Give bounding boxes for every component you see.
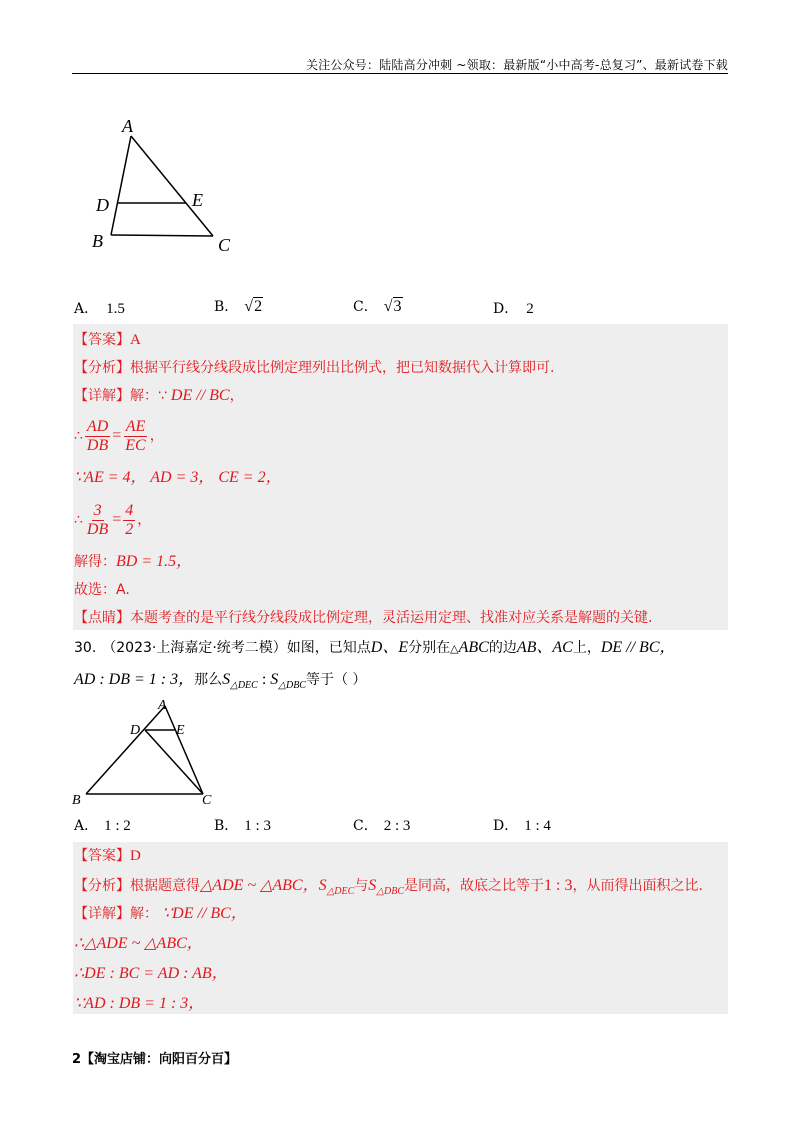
therefore-symbol: ∴ [74,512,83,528]
label-B: B [72,793,81,808]
label-D: D [96,195,109,215]
area-symbol: S [222,671,231,688]
question-text: 等于（ ） [305,672,367,688]
question-source: （2023·上海嘉定·统考二模）如图，已知点 [102,640,371,656]
step1-line [74,416,164,456]
label-E: E [192,190,203,210]
solve-lead: 解得： [74,554,116,570]
step2-line: ∵AE = 4， AD = 3， CE = 2， [74,469,282,486]
detail-lead: 解：∵ [130,388,167,404]
detail-tag: 【详解】 [74,906,130,922]
question-points: D、E [370,639,409,656]
question-ratio: AD : DB = 1 : 3， [74,671,195,688]
option-a [74,815,131,835]
option-letter: A． [74,301,99,317]
question-number: 30. [74,640,97,656]
option-value: 1 : 3 [244,818,271,834]
option-d [493,815,551,835]
area-symbol: S [318,877,327,894]
option-letter: B． [214,299,239,315]
triangle-symbol: △ [450,642,459,655]
label-C: C [202,793,212,808]
comment-tag: 【点睛】 [74,610,130,626]
option-value: 2 : 3 [383,818,411,834]
equals-sign: = [112,427,122,444]
option-value: 2 [254,298,263,315]
figure-triangle-1 [88,112,248,260]
analysis-text: 是同高，故底之比等于 [404,878,544,894]
fraction-numerator: 3 [93,501,102,519]
analysis-tag: 【分析】 [74,878,130,894]
option-c [353,815,410,835]
step2-line: ∴DE : BC = AD : AB， [74,965,228,982]
detail-lead: 解： [130,906,158,922]
fraction-denominator: 2 [125,520,134,538]
area-symbol: S [368,877,377,894]
detail-expr: DE // BC [170,387,230,404]
analysis-tag: 【分析】 [74,360,130,376]
therefore-symbol: ∴ [74,428,83,444]
question-triangle: ABC [458,639,489,656]
equals-sign: = [112,511,122,528]
step3-line [74,500,151,540]
option-value: 1 : 4 [524,818,551,834]
page-header: 关注公众号：陆陆高分冲刺 ~领取：最新版“小中高考-总复习”、最新试卷下载 [305,58,728,72]
label-A: A [122,116,133,136]
question-30-line1 [74,638,676,659]
ratio-colon: : [257,671,271,688]
question-text: 的边 [488,640,517,656]
option-b [214,815,271,835]
area-subscript: △DEC [230,680,258,691]
analysis-ratio: 1 : 3 [544,877,573,894]
label-E: E [176,723,185,738]
detail-expr: ∵DE // BC， [162,905,247,922]
analysis-text: 与 [354,878,369,894]
fraction-denominator: DB [86,436,109,454]
question-text: 那么 [194,672,223,688]
option-letter: D． [493,301,519,317]
header-rule [72,73,728,74]
fraction-numerator: AE [125,417,146,435]
label-A: A [158,698,167,713]
comma: ， [137,512,152,528]
question-sides: AB、AC [516,639,573,656]
analysis-text: 根据平行线分线段成比例定理列出比例式，把已知数据代入计算即可. [130,360,555,376]
option-a [74,298,125,318]
area-subscript: △DBC [278,680,306,691]
fraction-denominator: EC [125,436,146,454]
fraction-numerator: AD [86,417,109,435]
question-text: 上， [572,640,601,656]
option-letter: C． [353,299,378,315]
option-d [493,298,534,318]
answer-tag: 【答案】 [74,332,130,348]
comma: ， [149,428,164,444]
analysis-line [74,876,703,902]
area-symbol: S [270,671,279,688]
option-b: B． √2 [214,298,263,315]
label-D: D [130,723,141,738]
answer-value: D [130,848,141,864]
fraction-numerator: 4 [125,501,134,519]
option-value: 1.5 [106,301,125,317]
answer-line [74,846,141,866]
answer-tag: 【答案】 [74,848,130,864]
answer-value: A [130,332,141,348]
detail-line [74,904,247,924]
option-letter: B． [214,818,239,834]
solution-block-30 [73,842,728,1014]
label-B: B [92,231,103,251]
solve-expr: BD = 1.5， [116,553,193,570]
label-C: C [218,235,231,255]
comment-text: 本题考查的是平行线分线段成比例定理，灵活运用定理、找准对应关系是解题的关键. [130,610,653,626]
question-parallel: DE // BC， [600,639,676,656]
detail-tag: 【详解】 [74,388,130,404]
analysis-expr: △ADE ~ △ABC， [200,877,319,894]
question-30-line2 [74,670,366,696]
analysis-text: ，从而得出面积之比. [572,878,703,894]
area-subscript: △DBC [376,886,404,897]
fraction-denominator: DB [86,520,109,538]
area-subscript: △DEC [326,886,355,897]
figure-triangle-2 [70,698,220,808]
option-letter: C． [353,818,378,834]
question-text: 分别在 [408,640,451,656]
option-c: C． √3 [353,298,402,315]
step5-line: 故选：A. [74,582,130,598]
step3-line: ∵AD : DB = 1 : 3， [74,995,205,1012]
detail-line: 【详解】解：∵ DE // BC， [74,387,244,404]
option-value: 2 [526,301,534,317]
option-letter: A． [74,818,99,834]
answer-line [74,330,141,350]
analysis-text: 根据题意得 [130,878,200,894]
step4-line [74,552,192,572]
option-letter: D． [493,818,519,834]
analysis-line [74,358,554,378]
option-value: 3 [393,298,402,315]
option-value: 1 : 2 [104,818,131,834]
step1-line: ∴△ADE ~ △ABC， [74,935,203,952]
comment-line [74,608,652,628]
page-footer: 2【淘宝店铺：向阳百分百】 [72,1052,238,1067]
